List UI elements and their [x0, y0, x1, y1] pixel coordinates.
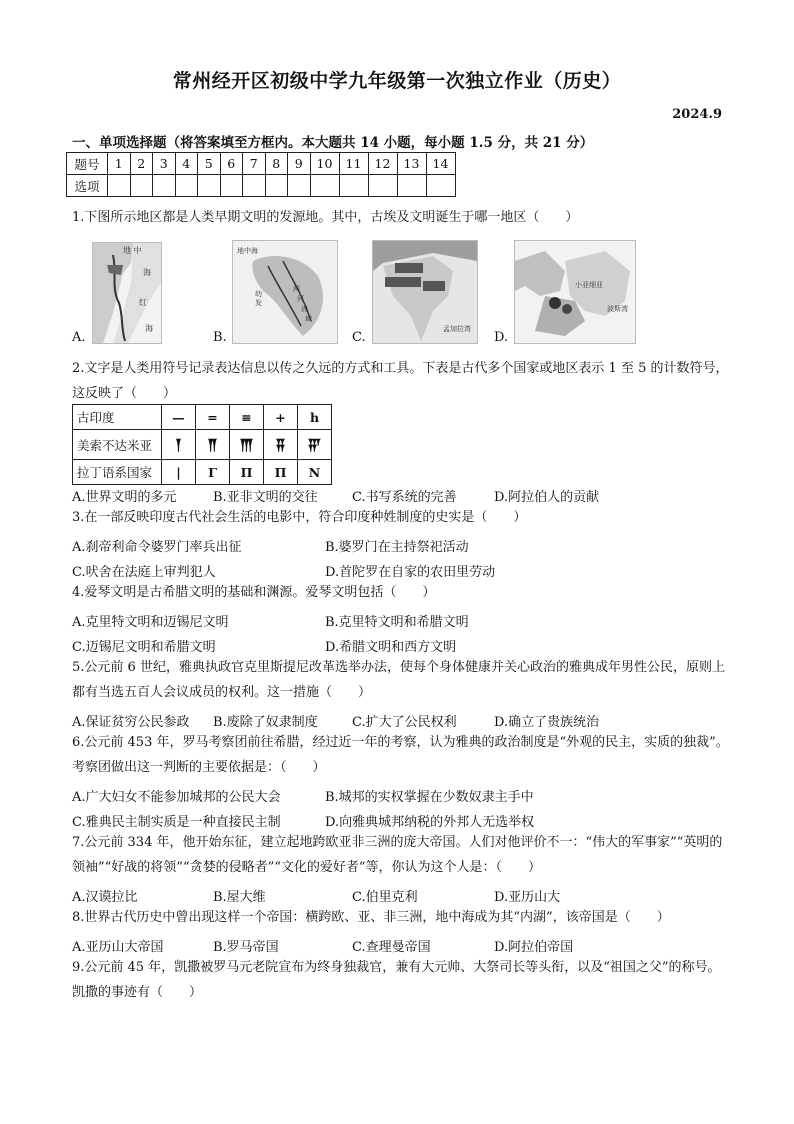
answer-number: 14: [426, 153, 455, 175]
option-c: C.查理曼帝国: [352, 940, 431, 955]
svg-text:河: 河: [297, 295, 304, 303]
answer-cell[interactable]: [288, 175, 311, 197]
answer-cell[interactable]: [175, 175, 198, 197]
map-india-image: [373, 241, 477, 343]
symbol-cell: 𒐖: [196, 430, 230, 460]
answer-cell[interactable]: [426, 175, 455, 197]
option-d: D.阿拉伯帝国: [494, 940, 574, 955]
answer-cell[interactable]: [153, 175, 176, 197]
option-c: C.吠舍在法庭上审判犯人: [72, 565, 216, 580]
option-a: A.广大妇女不能参加城邦的公民大会: [72, 790, 281, 805]
answer-number: 1: [108, 153, 131, 175]
option-b: B.克里特文明和希腊文明: [325, 615, 469, 630]
question-8: 8.世界古代历史中曾出现这样一个帝国：横跨欧、亚、非三洲，地中海成为其“内湖”，该帝国是（ ）: [72, 910, 670, 925]
option-b: B.废除了奴隶制度: [213, 715, 318, 730]
option-d: D.: [494, 330, 509, 345]
symbols-row: [73, 405, 332, 430]
answer-number: 3: [153, 153, 176, 175]
symbol-cell: Π: [230, 460, 264, 485]
page-title: 常州经开区初级中学九年级第一次独立作业（历史）: [172, 70, 622, 92]
symbol-cell: Γ: [196, 460, 230, 485]
svg-text:海: 海: [143, 268, 151, 277]
option-d: D.希腊文明和西方文明: [325, 640, 457, 655]
svg-text:孟加拉湾: 孟加拉湾: [443, 325, 471, 333]
option-d: D.确立了贵族统治: [494, 715, 600, 730]
option-d: D.阿拉伯人的贡献: [494, 490, 600, 505]
map-nile: [92, 242, 162, 344]
question-7: 7.公元前 334 年，他开始东征，建立起地跨欧亚非三洲的庞大帝国。人们对他评价不一：“伟大的军事家”“英明的领袖”“好战的将领”“贪婪的侵略者”“文化的爱好者”等，你认为这个人是：（ ）: [72, 835, 723, 875]
answer-cell[interactable]: [339, 175, 368, 197]
option-b: B.亚非文明的交往: [213, 490, 318, 505]
symbol-cell: —: [162, 405, 196, 430]
symbol-cell: =: [196, 405, 230, 430]
map-nile-image: [93, 243, 161, 343]
answer-cell[interactable]: [108, 175, 131, 197]
symbol-cell: 𒐙: [298, 430, 332, 460]
exam-date: 2024.9: [672, 107, 722, 122]
option-a: A.汉谟拉比: [72, 890, 138, 905]
svg-text:海: 海: [145, 324, 153, 333]
answer-cell[interactable]: [198, 175, 221, 197]
option-c: C.扩大了公民权利: [352, 715, 457, 730]
question-5: 5.公元前 6 世纪，雅典执政官克里斯提尼改革选举办法，使每个身体健康并关心政治的雅典成年男性公民，原则上都有当选五百人会议成员的权利。这一措施（ ）: [72, 660, 725, 700]
symbol-cell: +: [264, 405, 298, 430]
symbols-row: [73, 430, 332, 460]
answer-cell[interactable]: [368, 175, 397, 197]
map-india: [372, 240, 478, 344]
answer-cell[interactable]: [397, 175, 426, 197]
option-b: B.城邦的实权掌握在少数奴隶主手中: [325, 790, 534, 805]
option-a: A.刹帝利命令婆罗门率兵出征: [72, 540, 242, 555]
svg-text:地 中: 地 中: [123, 246, 142, 255]
svg-text:幼: 幼: [255, 290, 262, 298]
option-c: C.书写系统的完善: [352, 490, 457, 505]
svg-text:红: 红: [139, 298, 147, 307]
answer-table-number-row: [67, 153, 456, 175]
answer-number: 8: [265, 153, 288, 175]
answer-cell[interactable]: [243, 175, 266, 197]
answer-number: 10: [310, 153, 339, 175]
question-3: 3.在一部反映印度古代社会生活的电影中，符合印度种姓制度的史实是（ ）: [72, 510, 527, 525]
option-d: D.亚历山大: [494, 890, 561, 905]
map-mesopotamia: [232, 240, 338, 344]
symbol-cell: Π: [264, 460, 298, 485]
map-greece-image: [515, 241, 635, 343]
answer-table-label: 题号: [67, 153, 108, 175]
symbol-cell: 𒐘: [264, 430, 298, 460]
answer-cell[interactable]: [310, 175, 339, 197]
answer-number: 6: [220, 153, 243, 175]
option-a: A.: [72, 330, 86, 345]
svg-text:两: 两: [293, 285, 300, 293]
answer-number: 13: [397, 153, 426, 175]
answer-table-answer-row: [67, 175, 456, 197]
svg-text:地中海: 地中海: [237, 247, 258, 255]
map-mesopotamia-image: [233, 241, 337, 343]
answer-cell[interactable]: [265, 175, 288, 197]
answer-number: 9: [288, 153, 311, 175]
svg-text:发: 发: [255, 299, 262, 307]
map-greece: [514, 240, 636, 344]
symbol-cell: ≡: [230, 405, 264, 430]
question-1: 1.下图所示地区都是人类早期文明的发源地。其中，古埃及文明诞生于哪一地区（ ）: [72, 210, 579, 225]
answer-number: 4: [175, 153, 198, 175]
question-4: 4.爱琴文明是古希腊文明的基础和渊源。爱琴文明包括（ ）: [72, 585, 436, 600]
symbols-row-label: 古印度: [73, 405, 162, 430]
answer-number: 5: [198, 153, 221, 175]
option-c: C.: [352, 330, 366, 345]
svg-text:波斯湾: 波斯湾: [607, 305, 628, 313]
answer-cell[interactable]: [130, 175, 153, 197]
question-9: 9.公元前 45 年，凯撒被罗马元老院宣布为终身独裁官，兼有大元帅、大祭司长等头衔，以及“祖国之父”的称号。凯撒的事迹有（ ）: [72, 960, 721, 1000]
symbol-cell: 𒐕: [162, 430, 196, 460]
answer-number: 2: [130, 153, 153, 175]
svg-text:小亚细亚: 小亚细亚: [575, 281, 603, 289]
symbol-cell: 𒐗: [230, 430, 264, 460]
symbols-row: [73, 460, 332, 485]
answer-table-label: 选项: [67, 175, 108, 197]
option-b: B.: [213, 330, 227, 345]
option-b: B.罗马帝国: [213, 940, 279, 955]
symbols-row-label: 拉丁语系国家: [73, 460, 162, 485]
option-b: B.婆罗门在主持祭祀活动: [325, 540, 469, 555]
counting-symbols-table: [72, 404, 332, 485]
svg-text:流: 流: [301, 305, 308, 313]
answer-table: [66, 152, 456, 197]
question-2: 2.文字是人类用符号记录表达信息以传之久远的方式和工具。下表是古代多个国家或地区表示 1 至 5 的计数符号，这反映了（ ）: [72, 361, 729, 401]
answer-cell[interactable]: [220, 175, 243, 197]
option-c: C.伯里克利: [352, 890, 418, 905]
symbols-row-label: 美索不达米亚: [73, 430, 162, 460]
option-d: D.首陀罗在自家的农田里劳动: [325, 565, 496, 580]
option-a: A.保证贫穷公民参政: [72, 715, 190, 730]
option-a: A.克里特文明和迈锡尼文明: [72, 615, 229, 630]
answer-number: 11: [339, 153, 368, 175]
answer-number: 7: [243, 153, 266, 175]
symbol-cell: |: [162, 460, 196, 485]
symbol-cell: Ν: [298, 460, 332, 485]
option-b: B.屋大维: [213, 890, 266, 905]
option-a: A.亚历山大帝国: [72, 940, 164, 955]
option-c: C.雅典民主制实质是一种直接民主制: [72, 815, 281, 830]
section-heading: 一、单项选择题（将答案填至方框内。本大题共 14 小题，每小题 1.5 分，共 21 分）: [72, 135, 594, 151]
option-d: D.向雅典城邦纳税的外邦人无选举权: [325, 815, 535, 830]
option-a: A.世界文明的多元: [72, 490, 177, 505]
answer-number: 12: [368, 153, 397, 175]
option-c: C.迈锡尼文明和希腊文明: [72, 640, 216, 655]
symbol-cell: h: [298, 405, 332, 430]
question-6: 6.公元前 453 年，罗马考察团前往希腊，经过近一年的考察，认为雅典的政治制度是“外观的民主，实质的独裁”。考察团做出这一判断的主要依据是：（ ）: [72, 735, 729, 775]
svg-text:域: 域: [305, 315, 312, 323]
